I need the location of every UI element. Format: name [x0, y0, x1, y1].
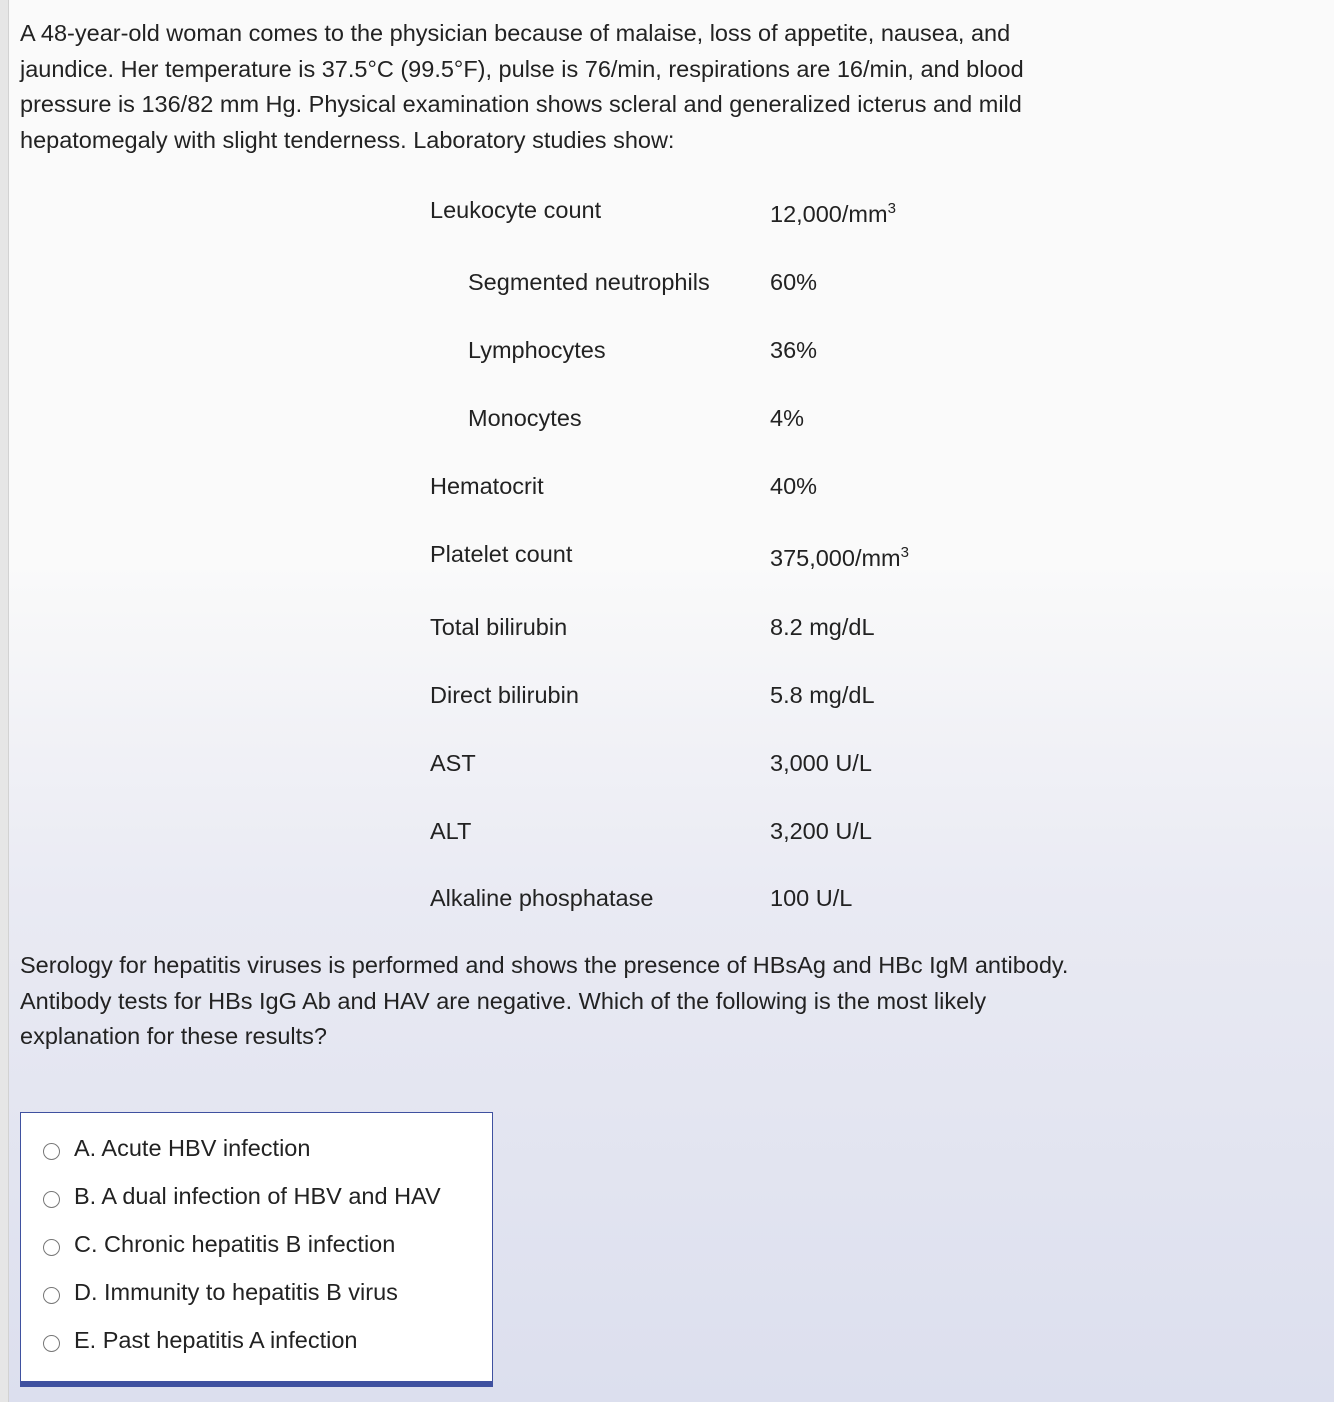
lab-value	[770, 544, 909, 572]
lab-value	[770, 884, 852, 912]
lab-value-text: 12,000/mm	[770, 201, 888, 227]
answer-option-label: D. Immunity to hepatitis B virus	[74, 1279, 398, 1305]
lab-label: Direct bilirubin	[430, 682, 579, 708]
lab-value-text: 375,000/mm	[770, 545, 901, 571]
lab-value-text: 3,000 U/L	[770, 750, 872, 776]
left-scroll-edge	[0, 0, 9, 1402]
lab-value	[770, 472, 817, 500]
lab-value	[770, 404, 804, 432]
lab-label: Leukocyte count	[430, 197, 602, 223]
radio-button-icon[interactable]	[43, 1191, 60, 1208]
lab-value	[770, 268, 817, 296]
lab-value	[770, 749, 872, 777]
superscript: 3	[900, 544, 909, 561]
answer-choices	[20, 1112, 493, 1387]
lab-value-text: 60%	[770, 269, 818, 295]
lab-value-text: 8.2 mg/dL	[770, 614, 875, 640]
question-followup: Serology for hepatitis viruses is performed and shows the presence of HBsAg and HBc IgM antibody. Antibody tests for HBs IgG Ab and HAV are negative. Which of the following is the most likely explanation for these results?	[20, 952, 1069, 1049]
answer-option-label: B. A dual infection of HBV and HAV	[74, 1183, 441, 1209]
lab-label: ALT	[430, 818, 472, 844]
lab-value	[770, 200, 896, 228]
superscript: 3	[887, 200, 896, 217]
lab-label: Lymphocytes	[468, 337, 606, 363]
lab-label: Hematocrit	[430, 473, 544, 499]
lab-value-text: 4%	[770, 405, 804, 431]
radio-button-icon[interactable]	[43, 1287, 60, 1304]
answer-option[interactable]	[43, 1279, 398, 1306]
lab-label: Segmented neutrophils	[468, 269, 710, 295]
answer-option[interactable]	[43, 1231, 395, 1258]
lab-value	[770, 681, 875, 709]
lab-value	[770, 613, 875, 641]
lab-value-text: 36%	[770, 337, 818, 363]
radio-button-icon[interactable]	[43, 1239, 60, 1256]
answer-option[interactable]	[43, 1135, 310, 1162]
question-stem: A 48-year-old woman comes to the physician because of malaise, loss of appetite, nausea, and jaundice. Her temperature is 37.5°C (99.5°F), pulse is 76/min, respirations are 16/min, and blood pressure is 136/82 mm Hg. Physical examination shows scleral and generalized icterus and mild hepatomegaly with slight tenderness. Laboratory studies show:	[20, 20, 1024, 153]
answer-option[interactable]	[43, 1327, 357, 1354]
lab-label: AST	[430, 750, 476, 776]
answer-option[interactable]	[43, 1183, 441, 1210]
lab-label: Total bilirubin	[430, 614, 568, 640]
radio-button-icon[interactable]	[43, 1335, 60, 1352]
lab-value-text: 3,200 U/L	[770, 818, 872, 844]
radio-button-icon[interactable]	[43, 1143, 60, 1160]
lab-label: Alkaline phosphatase	[430, 885, 654, 911]
lab-value-text: 100 U/L	[770, 885, 853, 911]
answer-option-label: C. Chronic hepatitis B infection	[74, 1231, 396, 1257]
answer-option-label: A. Acute HBV infection	[74, 1135, 311, 1161]
lab-value-text: 40%	[770, 473, 818, 499]
lab-label: Monocytes	[468, 405, 582, 431]
lab-value	[770, 336, 817, 364]
lab-value	[770, 817, 872, 845]
lab-label: Platelet count	[430, 541, 573, 567]
lab-value-text: 5.8 mg/dL	[770, 682, 875, 708]
answer-option-label: E. Past hepatitis A infection	[74, 1327, 358, 1353]
